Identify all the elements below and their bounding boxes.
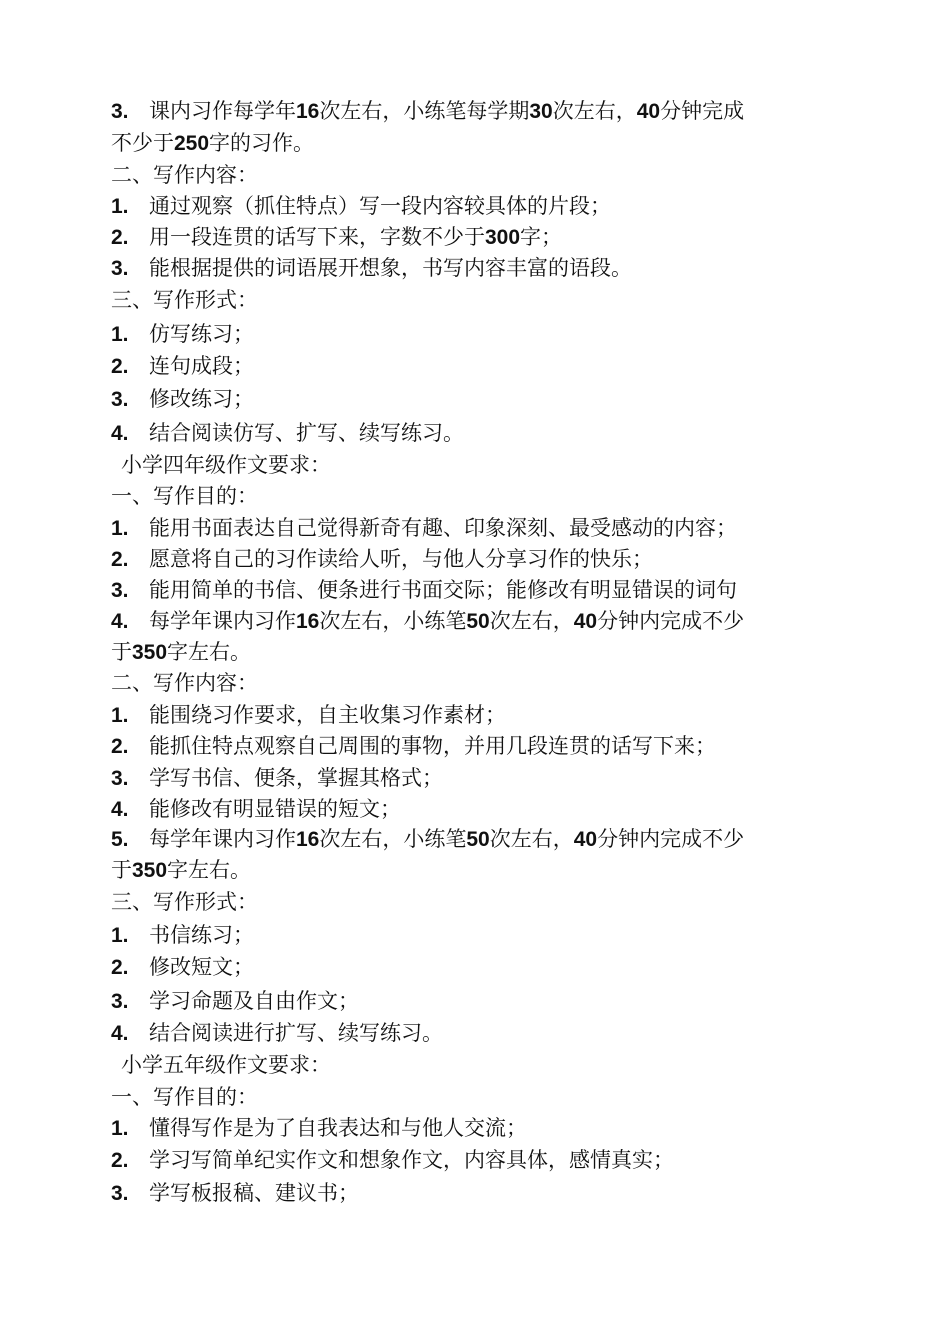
line-text: 字； — [520, 225, 563, 249]
list-item — [111, 824, 851, 855]
list-item — [111, 319, 851, 350]
number-text: 50 — [466, 828, 490, 851]
line-text: 通过观察（抓住特点）写一段内容较具体的片段； — [149, 194, 611, 218]
list-number: 1. — [111, 924, 129, 947]
list-number: 3. — [111, 1182, 129, 1205]
list-item — [111, 1018, 851, 1049]
text-line — [111, 160, 851, 191]
line-text: 能用简单的书信、便条进行书面交际；能修改有明显错误的词句 — [149, 578, 737, 602]
list-number: 2. — [111, 355, 129, 378]
list-item — [111, 920, 851, 951]
list-number: 1. — [111, 195, 129, 218]
list-item — [111, 418, 851, 449]
section-title — [121, 450, 861, 481]
list-item — [111, 253, 851, 284]
line-text: 于 — [111, 858, 132, 882]
number-text: 40 — [573, 610, 598, 633]
line-text: 学写书信、便条，掌握其格式； — [149, 766, 443, 790]
list-item — [111, 986, 851, 1017]
line-text: 学习命题及自由作文； — [149, 989, 359, 1013]
line-text: 不少于 — [111, 131, 174, 155]
list-item — [111, 763, 851, 794]
line-text: 懂得写作是为了自我表达和与他人交流； — [149, 1116, 527, 1140]
line-text: 课内习作每学年 — [149, 99, 296, 123]
number-text: 40 — [573, 828, 598, 851]
line-text: 结合阅读仿写、扩写、续写练习。 — [149, 421, 464, 445]
line-text: 字左右。 — [167, 640, 252, 664]
line-text: 次左右， — [489, 827, 574, 851]
number-text: 250 — [174, 132, 210, 155]
line-text: 小学四年级作文要求： — [121, 453, 331, 477]
list-item — [111, 1178, 851, 1209]
line-text: 修改练习； — [149, 387, 254, 411]
line-text: 二、写作内容： — [111, 163, 258, 187]
text-line — [111, 855, 851, 886]
line-text: 仿写练习； — [149, 322, 254, 346]
list-number: 3. — [111, 257, 129, 280]
line-text: 能修改有明显错误的短文； — [149, 797, 401, 821]
list-number: 1. — [111, 704, 129, 727]
line-text: 用一段连贯的话写下来，字数不少于 — [149, 225, 485, 249]
number-text: 300 — [485, 226, 521, 249]
list-item — [111, 513, 851, 544]
list-item — [111, 1145, 851, 1176]
list-item — [111, 606, 851, 637]
list-item — [111, 351, 851, 382]
line-text: 次左右，小练笔 — [319, 827, 467, 851]
line-text: 字的习作。 — [209, 131, 315, 155]
text-line — [111, 668, 851, 699]
number-text: 350 — [132, 641, 168, 664]
number-text: 16 — [296, 100, 320, 123]
line-text: 三、写作形式： — [111, 288, 258, 312]
text-line — [111, 285, 851, 316]
line-text: 分钟完成 — [660, 99, 745, 123]
list-number: 2. — [111, 1149, 129, 1172]
line-text: 修改短文； — [149, 955, 254, 979]
list-number: 4. — [111, 610, 129, 633]
line-text: 能围绕习作要求，自主收集习作素材； — [149, 703, 506, 727]
line-text: 一、写作目的： — [111, 484, 258, 508]
line-text: 每学年课内习作 — [149, 609, 296, 633]
list-item — [111, 96, 851, 127]
list-item — [111, 384, 851, 415]
list-item — [111, 1113, 851, 1144]
line-text: 愿意将自己的习作读给人听，与他人分享习作的快乐； — [149, 547, 653, 571]
list-number: 4. — [111, 1022, 129, 1045]
list-number: 2. — [111, 226, 129, 249]
line-text: 次左右，小练笔每学期 — [319, 99, 530, 123]
line-text: 学习写简单纪实作文和想象作文，内容具体，感情真实； — [149, 1148, 674, 1172]
list-number: 1. — [111, 323, 129, 346]
text-line — [111, 128, 851, 159]
list-item — [111, 575, 851, 606]
list-item — [111, 731, 851, 762]
line-text: 字左右。 — [167, 858, 252, 882]
line-text: 分钟内完成不少 — [597, 827, 745, 851]
list-number: 3. — [111, 990, 129, 1013]
line-text: 次左右，小练笔 — [319, 609, 467, 633]
list-item — [111, 952, 851, 983]
list-number: 3. — [111, 579, 129, 602]
number-text: 16 — [296, 828, 320, 851]
list-item — [111, 191, 851, 222]
list-number: 3. — [111, 100, 129, 123]
line-text: 书信练习； — [149, 923, 254, 947]
text-line — [111, 637, 851, 668]
line-text: 分钟内完成不少 — [597, 609, 745, 633]
number-text: 40 — [636, 100, 661, 123]
list-item — [111, 222, 851, 253]
line-text: 二、写作内容： — [111, 671, 258, 695]
list-item — [111, 700, 851, 731]
line-text: 每学年课内习作 — [149, 827, 296, 851]
number-text: 350 — [132, 859, 168, 882]
line-text: 小学五年级作文要求： — [121, 1053, 331, 1077]
list-number: 2. — [111, 548, 129, 571]
text-line — [111, 481, 851, 512]
line-text: 于 — [111, 640, 132, 664]
list-number: 3. — [111, 388, 129, 411]
line-text: 三、写作形式： — [111, 890, 258, 914]
text-line — [111, 1082, 851, 1113]
line-text: 学写板报稿、建议书； — [149, 1181, 359, 1205]
line-text: 结合阅读进行扩写、续写练习。 — [149, 1021, 443, 1045]
list-number: 3. — [111, 767, 129, 790]
line-text: 能抓住特点观察自己周围的事物，并用几段连贯的话写下来； — [149, 734, 716, 758]
text-line — [111, 887, 851, 918]
section-title — [121, 1050, 861, 1081]
list-item — [111, 544, 851, 575]
list-number: 1. — [111, 1117, 129, 1140]
line-text: 一、写作目的： — [111, 1085, 258, 1109]
line-text: 能用书面表达自己觉得新奇有趣、印象深刻、最受感动的内容； — [149, 516, 737, 540]
line-text: 次左右， — [552, 99, 637, 123]
list-item — [111, 794, 851, 825]
list-number: 4. — [111, 422, 129, 445]
line-text: 能根据提供的词语展开想象，书写内容丰富的语段。 — [149, 256, 632, 280]
list-number: 4. — [111, 798, 129, 821]
list-number: 1. — [111, 517, 129, 540]
number-text: 50 — [466, 610, 490, 633]
number-text: 30 — [529, 100, 553, 123]
line-text: 次左右， — [489, 609, 574, 633]
line-text: 连句成段； — [149, 354, 254, 378]
list-number: 2. — [111, 956, 129, 979]
list-number: 5. — [111, 828, 129, 851]
list-number: 2. — [111, 735, 129, 758]
number-text: 16 — [296, 610, 320, 633]
